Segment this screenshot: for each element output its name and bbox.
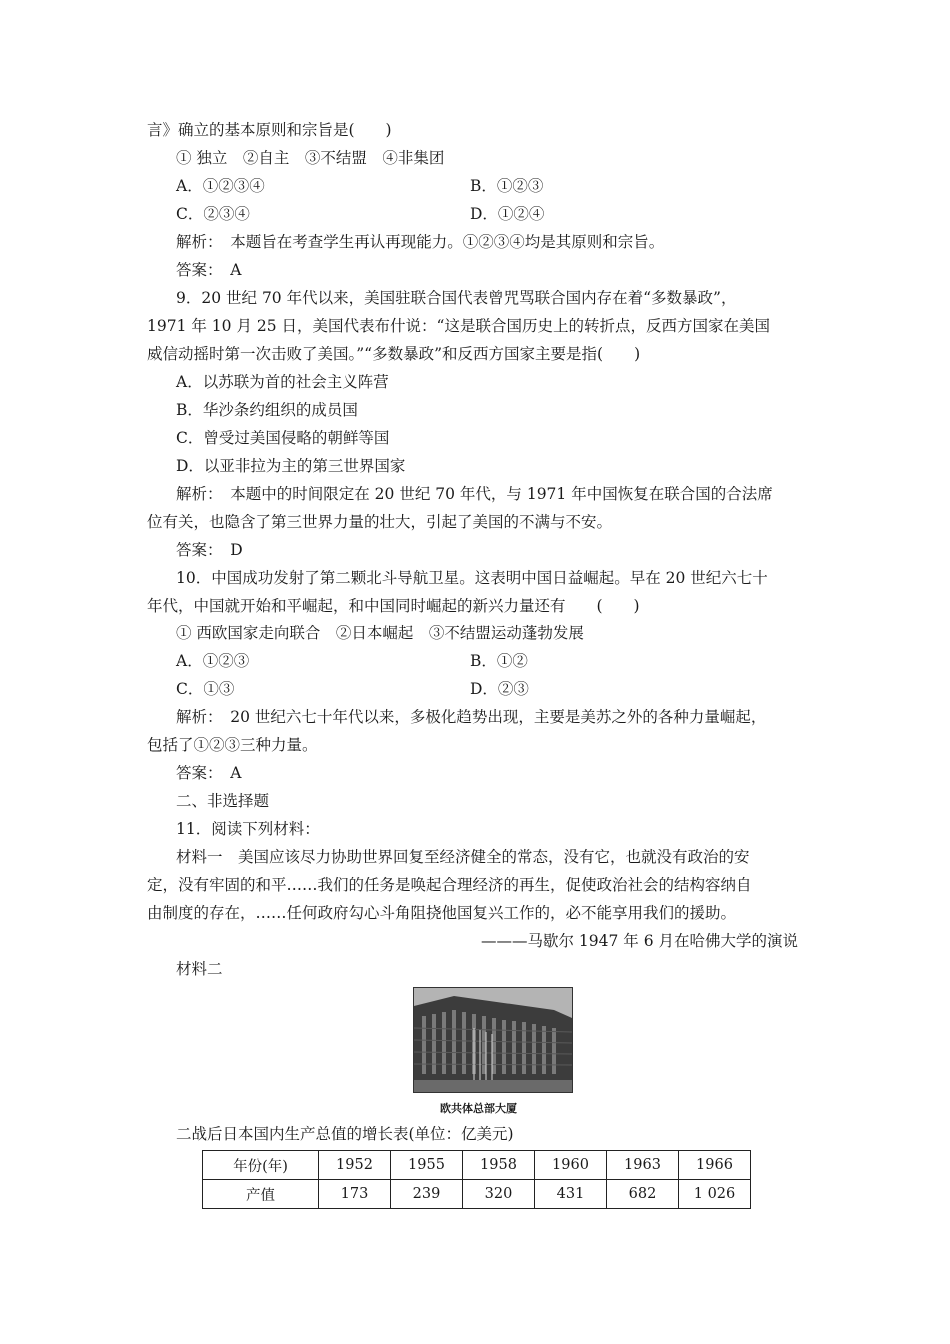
answer-line: 答案： D <box>176 541 243 559</box>
text-line: 1971 年 10 月 25 日，美国代表布什说：“这是联合国历史上的转折点，反西方国家在美国 <box>147 317 770 335</box>
analysis-line: 解析： 本题旨在考查学生再认再现能力。①②③④均是其原则和宗旨。 <box>176 233 665 251</box>
table-cell: 239 <box>391 1180 463 1209</box>
question-10: 10．中国成功发射了第二颗北斗导航卫星。这表明中国日益崛起。早在 20 世纪六七十 <box>176 569 768 587</box>
option-c: C．②③④ <box>176 205 250 223</box>
text-line: 定，没有牢固的和平……我们的任务是唤起合理经济的再生，促使政治社会的结构容纳自 <box>147 876 752 894</box>
option-d: D．②③ <box>470 680 529 698</box>
question-9: 9．20 世纪 70 年代以来，美国驻联合国代表曾咒骂联合国内存在着“多数暴政”， <box>176 289 737 307</box>
option-d: D．①②④ <box>470 205 545 223</box>
table-cell: 431 <box>535 1180 607 1209</box>
table-cell: 1 026 <box>679 1180 751 1209</box>
option-line <box>176 679 529 699</box>
question-11: 11．阅读下列材料： <box>176 820 320 838</box>
text-line: 言》确立的基本原则和宗旨是( ) <box>147 121 392 139</box>
table-cell: 682 <box>607 1180 679 1209</box>
option-a: A．①②③ <box>176 652 250 670</box>
option-a: A．①②③④ <box>176 177 265 195</box>
table-header-cell: 产值 <box>203 1180 319 1209</box>
option-b: B．华沙条约组织的成员国 <box>176 401 358 419</box>
analysis-line: 解析： 本题中的时间限定在 20 世纪 70 年代，与 1971 年中国恢复在联合国的合法席 <box>176 485 773 503</box>
table-cell: 1958 <box>463 1151 535 1180</box>
table-title: 二战后日本国内生产总值的增长表(单位：亿美元) <box>176 1125 514 1143</box>
option-b: B．①② <box>470 652 528 670</box>
quote-source: ———马歇尔 1947 年 6 月在哈佛大学的演说 <box>481 932 799 950</box>
material-two: 材料二 <box>176 960 223 978</box>
answer-line: 答案： A <box>176 764 242 782</box>
table-row <box>203 1180 751 1209</box>
section-heading: 二、非选择题 <box>176 792 270 810</box>
text-line: ① 独立 ②自主 ③不结盟 ④非集团 <box>176 149 445 167</box>
table-cell: 1955 <box>391 1151 463 1180</box>
building-illustration <box>414 988 572 1092</box>
text-line: 由制度的存在，……任何政府勾心斗角阻挠他国复兴工作的，必不能享用我们的援助。 <box>147 904 737 922</box>
option-b: B．①②③ <box>470 177 544 195</box>
text-line: 威信动摇时第一次击败了美国。”“多数暴政”和反西方国家主要是指( ) <box>147 345 641 363</box>
option-a: A．以苏联为首的社会主义阵营 <box>176 373 389 391</box>
answer-line: 答案： A <box>176 261 242 279</box>
option-line <box>176 176 544 196</box>
table-cell: 173 <box>319 1180 391 1209</box>
gdp-table <box>202 1150 751 1209</box>
text-line: 包括了①②③三种力量。 <box>147 736 318 754</box>
text-line: 年代，中国就开始和平崛起，和中国同时崛起的新兴力量还有 ( ) <box>147 597 640 615</box>
ec-headquarters-photo <box>413 987 573 1093</box>
text-line: ① 西欧国家走向联合 ②日本崛起 ③不结盟运动蓬勃发展 <box>176 624 584 642</box>
option-c: C．①③ <box>176 680 235 698</box>
material-one: 材料一 美国应该尽力协助世界回复至经济健全的常态，没有它，也就没有政治的安 <box>176 848 750 866</box>
table-cell: 1960 <box>535 1151 607 1180</box>
option-d: D．以亚非拉为主的第三世界国家 <box>176 457 406 475</box>
option-c: C．曾受过美国侵略的朝鲜等国 <box>176 429 390 447</box>
table-cell: 320 <box>463 1180 535 1209</box>
table-cell: 1952 <box>319 1151 391 1180</box>
text-line: 位有关，也隐含了第三世界力量的壮大，引起了美国的不满与不安。 <box>147 513 613 531</box>
option-line <box>176 651 528 671</box>
table-cell: 1963 <box>607 1151 679 1180</box>
figure-caption: 欧共体总部大厦 <box>440 1102 517 1115</box>
table-row <box>203 1151 751 1180</box>
analysis-line: 解析： 20 世纪六七十年代以来，多极化趋势出现，主要是美苏之外的各种力量崛起， <box>176 708 767 726</box>
table-header-cell: 年份(年) <box>203 1151 319 1180</box>
table-cell: 1966 <box>679 1151 751 1180</box>
option-line <box>176 204 545 224</box>
